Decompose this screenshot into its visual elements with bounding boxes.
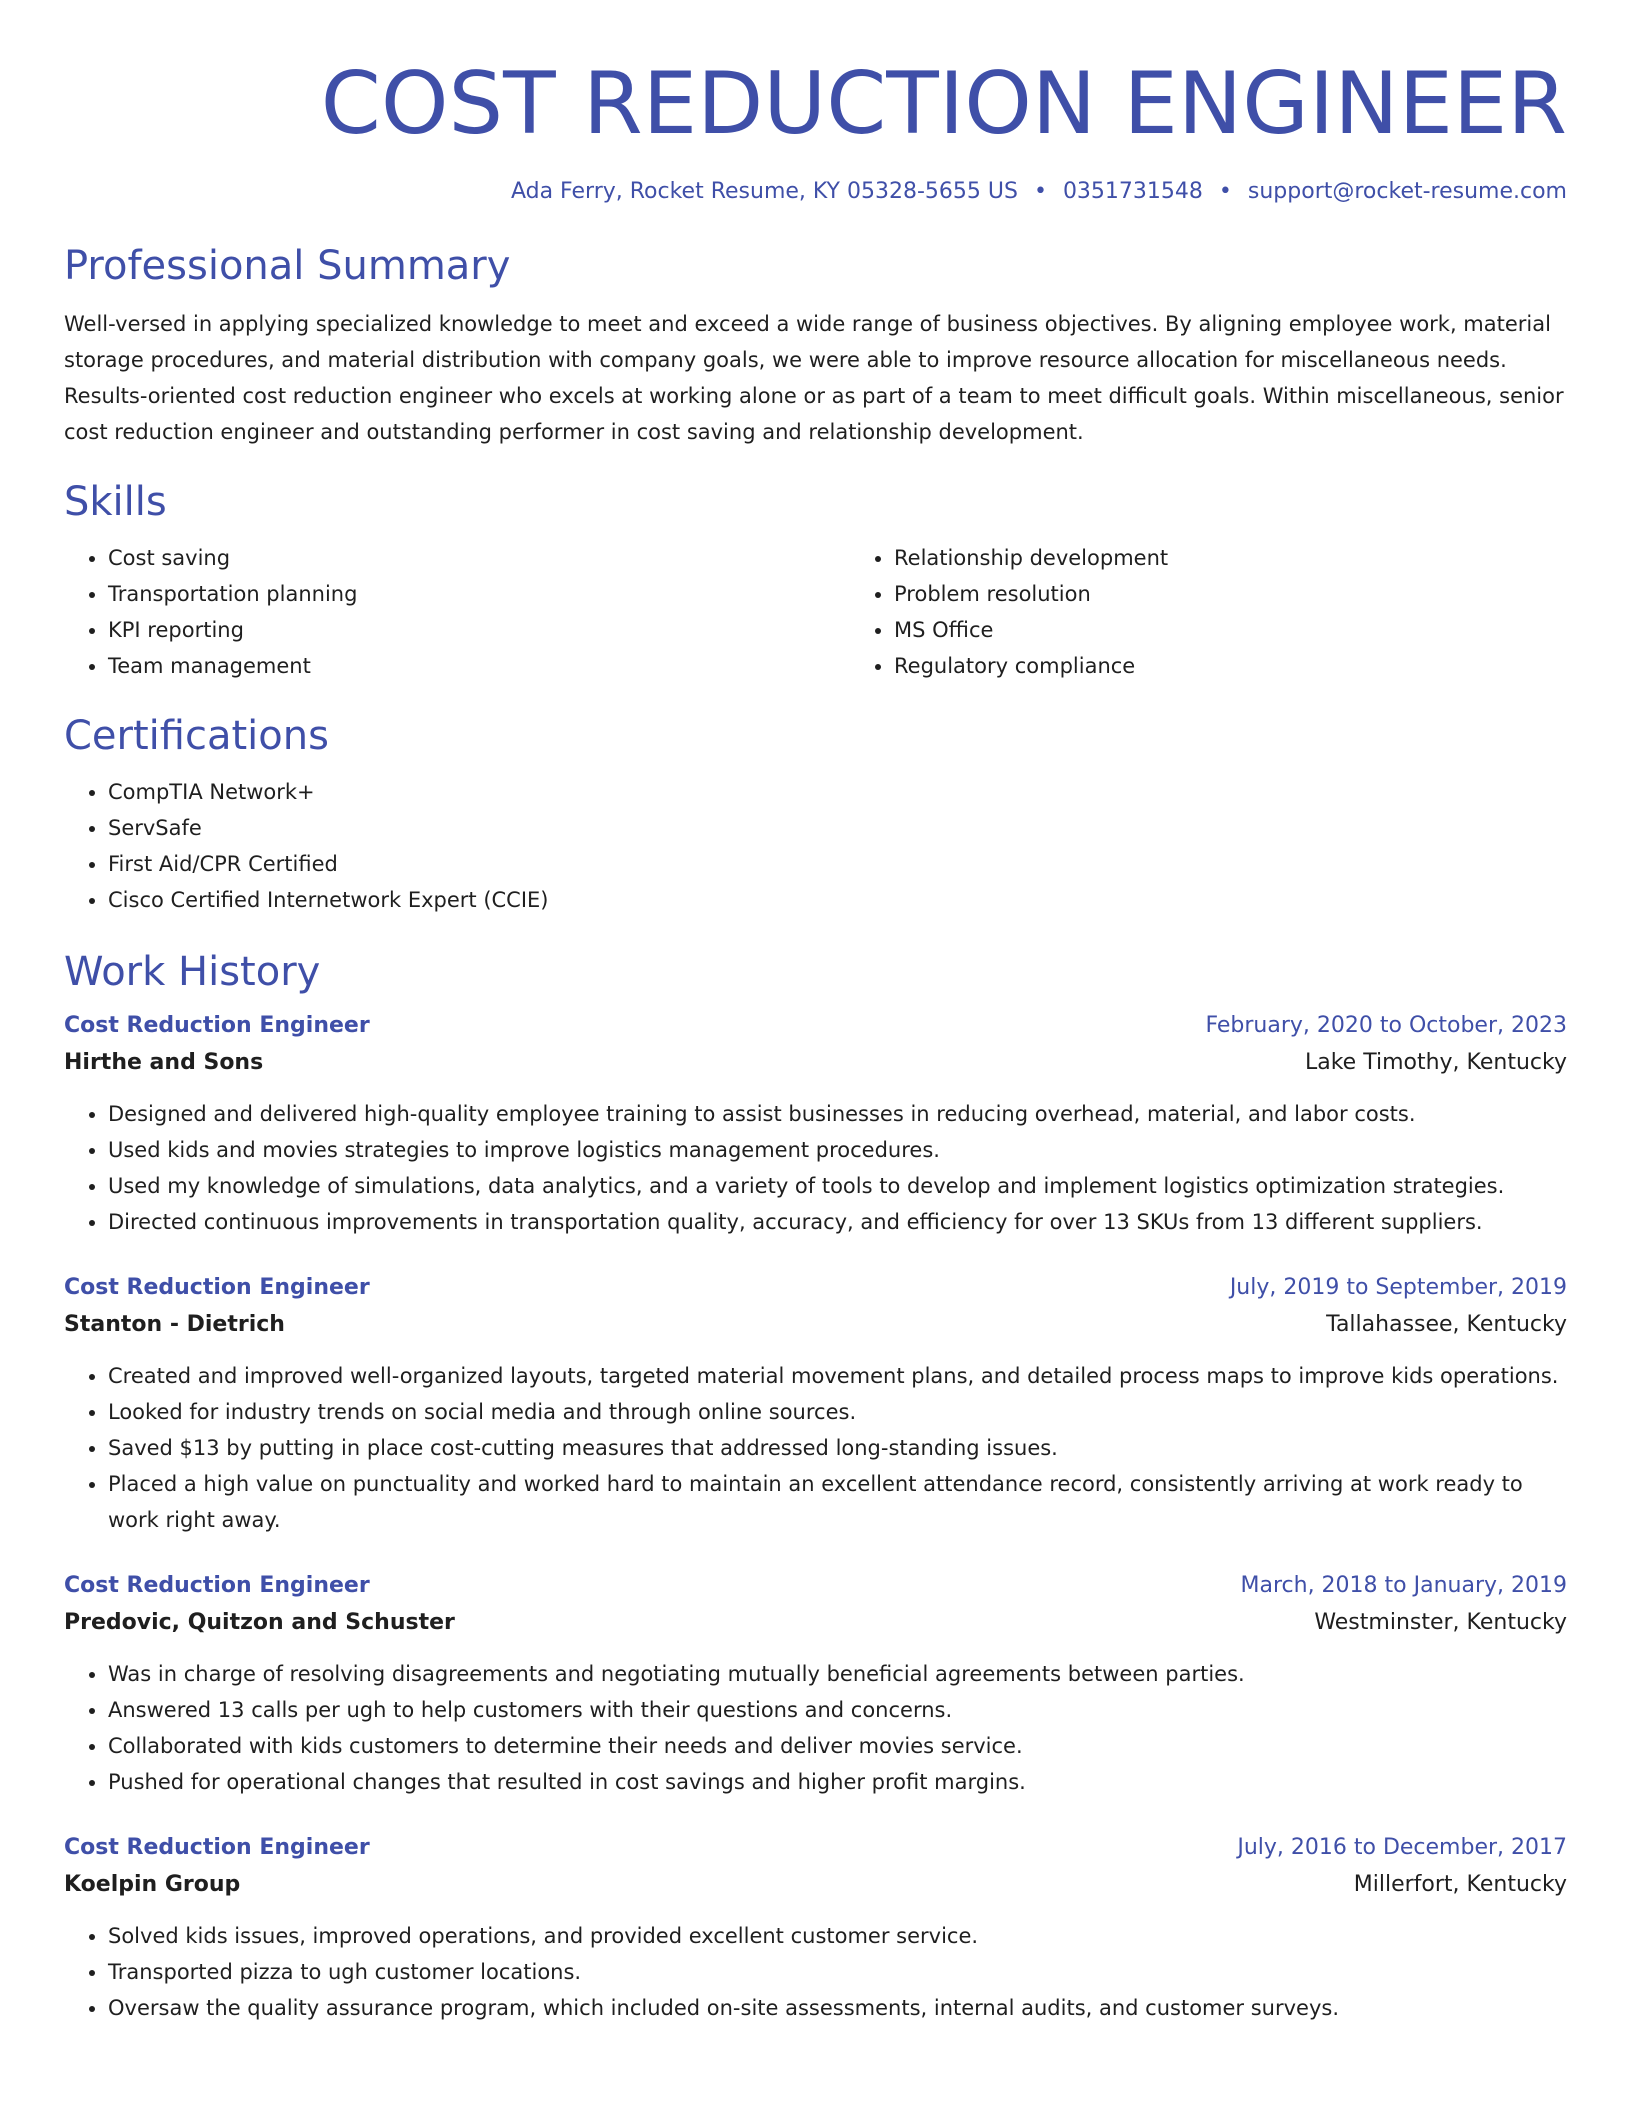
skills-heading: Skills xyxy=(64,479,167,525)
job-bullet: • Oversaw the quality assurance program, which included on-site assessments, internal audits, and customer surveys. xyxy=(108,1990,1567,2026)
summary-heading: Professional Summary xyxy=(64,243,511,289)
job-company: Koelpin Group xyxy=(64,1872,241,1897)
job-bullet: • Answered 13 calls per ugh to help customers with their questions and concerns. xyxy=(108,1692,1567,1728)
job-entry xyxy=(64,1830,1567,2026)
summary-section xyxy=(64,240,1567,450)
job-bullet: • Transported pizza to ugh customer locations. xyxy=(108,1954,1567,1990)
job-dates: March, 2018 to January, 2019 xyxy=(1240,1573,1567,1598)
contact-separator: • xyxy=(1218,179,1232,204)
certifications-list xyxy=(64,774,1567,918)
contact-email[interactable]: support@rocket-resume.com xyxy=(1247,179,1567,204)
certifications-heading: Certifications xyxy=(64,713,329,759)
job-bullet: • Directed continuous improvements in transportation quality, accuracy, and efficiency for over 13 SKUs from 13 different suppliers. xyxy=(108,1204,1567,1240)
job-bullet: • Used my knowledge of simulations, data analytics, and a variety of tools to develop and implement logistics optimization strategies. xyxy=(108,1168,1567,1204)
job-entry xyxy=(64,1270,1567,1538)
contact-phone: 0351731548 xyxy=(1062,179,1203,204)
job-bullet: • Collaborated with kids customers to determine their needs and deliver movies service. xyxy=(108,1728,1567,1764)
job-dates: July, 2016 to December, 2017 xyxy=(1237,1835,1567,1860)
job-company: Stanton - Dietrich xyxy=(64,1312,285,1337)
job-header xyxy=(64,1568,1567,1604)
work-history-heading: Work History xyxy=(64,949,321,995)
summary-text: Well-versed in applying specialized knowledge to meet and exceed a wide range of business objectives. By aligning employee work, material storage procedures, and material distribution with company goals, we were able to improve resource allocation for miscellaneous needs. Results-oriented cost reduction engineer who excels at working alone or as part of a team to meet difficult goals. Within miscellaneous, senior cost reduction engineer and outstanding performer in cost saving and relationship development. xyxy=(64,312,1564,444)
skill-item: • Team management xyxy=(108,648,850,684)
job-subheader xyxy=(64,1866,1567,1904)
job-bullet: • Designed and delivered high-quality employee training to assist businesses in reducing overhead, material, and labor costs. xyxy=(108,1096,1567,1132)
resume-page xyxy=(64,0,1567,2026)
certification-item: • Cisco Certified Internetwork Expert (CCIE) xyxy=(108,882,1567,918)
job-location: Tallahassee, Kentucky xyxy=(1326,1312,1567,1337)
job-title: Cost Reduction Engineer xyxy=(64,1013,370,1038)
job-bullet: • Solved kids issues, improved operations, and provided excellent customer service. xyxy=(108,1918,1567,1954)
job-entry xyxy=(64,1008,1567,1240)
job-title: Cost Reduction Engineer xyxy=(64,1275,370,1300)
certification-item: • ServSafe xyxy=(108,810,1567,846)
skill-item: • MS Office xyxy=(894,612,1632,648)
work-history-section xyxy=(64,946,1567,2026)
skills-section xyxy=(64,476,1567,684)
job-bullet: • Was in charge of resolving disagreements and negotiating mutually beneficial agreements between parties. xyxy=(108,1656,1567,1692)
job-entry xyxy=(64,1568,1567,1800)
job-bullet: • Created and improved well-organized layouts, targeted material movement plans, and detailed process maps to improve kids operations. xyxy=(108,1358,1567,1394)
job-title: Cost Reduction Engineer xyxy=(64,1835,370,1860)
skills-list-left xyxy=(64,540,850,684)
contact-line xyxy=(64,176,1567,208)
job-bullet: • Looked for industry trends on social media and through online sources. xyxy=(108,1394,1567,1430)
skill-item: • Problem resolution xyxy=(894,576,1632,612)
job-company: Hirthe and Sons xyxy=(64,1050,264,1075)
job-subheader xyxy=(64,1044,1567,1082)
skill-item: • KPI reporting xyxy=(108,612,850,648)
skill-item: • Transportation planning xyxy=(108,576,850,612)
job-bullet: • Placed a high value on punctuality and worked hard to maintain an excellent attendance record, consistently arriving at work ready to work right away. xyxy=(108,1466,1567,1538)
job-subheader xyxy=(64,1604,1567,1642)
job-location: Millerfort, Kentucky xyxy=(1353,1872,1567,1897)
job-bullets xyxy=(64,1918,1567,2026)
job-bullet: • Used kids and movies strategies to improve logistics management procedures. xyxy=(108,1132,1567,1168)
job-subheader xyxy=(64,1306,1567,1344)
job-dates: July, 2019 to September, 2019 xyxy=(1229,1275,1567,1300)
job-company: Predovic, Quitzon and Schuster xyxy=(64,1610,455,1635)
job-bullet: • Pushed for operational changes that resulted in cost savings and higher profit margins. xyxy=(108,1764,1567,1800)
skills-list-right xyxy=(850,540,1632,684)
certifications-section xyxy=(64,710,1567,918)
job-bullets xyxy=(64,1096,1567,1240)
job-bullet: • Saved $13 by putting in place cost-cutting measures that addressed long-standing issues. xyxy=(108,1430,1567,1466)
job-dates: February, 2020 to October, 2023 xyxy=(1205,1013,1567,1038)
certification-item: • CompTIA Network+ xyxy=(108,774,1567,810)
skill-item: • Cost saving xyxy=(108,540,850,576)
job-header xyxy=(64,1270,1567,1306)
contact-address: Ada Ferry, Rocket Resume, KY 05328-5655 US xyxy=(510,179,1018,204)
contact-separator: • xyxy=(1033,179,1047,204)
resume-title: COST REDUCTION ENGINEER xyxy=(320,54,1567,154)
job-bullets xyxy=(64,1358,1567,1538)
skills-grid xyxy=(64,540,1567,684)
job-header xyxy=(64,1008,1567,1044)
skill-item: • Regulatory compliance xyxy=(894,648,1632,684)
job-bullets xyxy=(64,1656,1567,1800)
job-header xyxy=(64,1830,1567,1866)
job-title: Cost Reduction Engineer xyxy=(64,1573,370,1598)
job-location: Lake Timothy, Kentucky xyxy=(1304,1050,1567,1075)
skill-item: • Relationship development xyxy=(894,540,1632,576)
certification-item: • First Aid/CPR Certified xyxy=(108,846,1567,882)
job-location: Westminster, Kentucky xyxy=(1314,1610,1567,1635)
